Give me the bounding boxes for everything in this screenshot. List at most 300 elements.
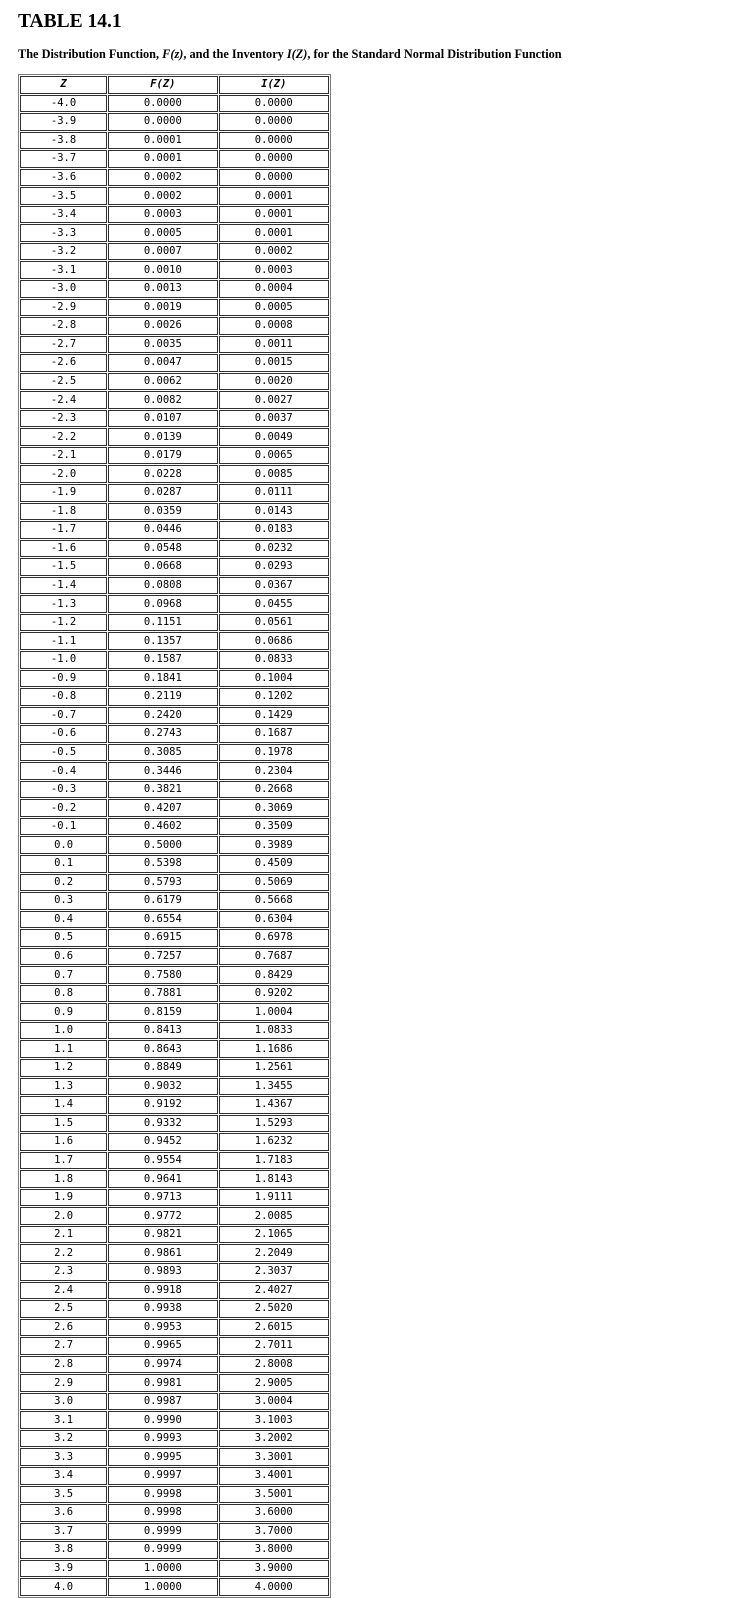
i-z-cell: 0.0000 bbox=[219, 132, 329, 150]
table-row bbox=[20, 410, 329, 428]
i-z-cell: 1.0833 bbox=[219, 1022, 329, 1040]
table-row bbox=[20, 317, 329, 335]
i-z-cell: 0.9202 bbox=[219, 985, 329, 1003]
i-z-cell: 1.2561 bbox=[219, 1059, 329, 1077]
distribution-table bbox=[18, 74, 331, 1598]
table-row bbox=[20, 762, 329, 780]
table-row bbox=[20, 1189, 329, 1207]
table-row bbox=[20, 1541, 329, 1559]
table-row bbox=[20, 503, 329, 521]
z-cell: 1.8 bbox=[20, 1170, 107, 1188]
f-z-cell: 0.9772 bbox=[108, 1207, 217, 1225]
f-z-cell: 0.9918 bbox=[108, 1282, 217, 1300]
z-cell: -0.1 bbox=[20, 818, 107, 836]
table-row bbox=[20, 447, 329, 465]
i-z-cell: 1.6232 bbox=[219, 1133, 329, 1151]
z-cell: -0.5 bbox=[20, 744, 107, 762]
f-z-cell: 0.9999 bbox=[108, 1523, 217, 1541]
f-z-cell: 1.0000 bbox=[108, 1560, 217, 1578]
f-z-cell: 0.2420 bbox=[108, 707, 217, 725]
i-z-cell: 3.4001 bbox=[219, 1467, 329, 1485]
i-z-cell: 3.9000 bbox=[219, 1560, 329, 1578]
f-z-cell: 0.9953 bbox=[108, 1319, 217, 1337]
header-f-z: F(Z) bbox=[108, 76, 217, 94]
i-z-cell: 0.2304 bbox=[219, 762, 329, 780]
table-row bbox=[20, 1078, 329, 1096]
f-z-cell: 0.9938 bbox=[108, 1300, 217, 1318]
f-z-cell: 0.2743 bbox=[108, 725, 217, 743]
z-cell: 2.8 bbox=[20, 1356, 107, 1374]
i-z-cell: 4.0000 bbox=[219, 1578, 329, 1596]
z-cell: -1.8 bbox=[20, 503, 107, 521]
f-z-cell: 0.9821 bbox=[108, 1226, 217, 1244]
i-z-cell: 2.9005 bbox=[219, 1374, 329, 1392]
z-cell: 2.5 bbox=[20, 1300, 107, 1318]
i-z-cell: 0.5668 bbox=[219, 892, 329, 910]
f-z-cell: 0.0035 bbox=[108, 336, 217, 354]
z-cell: -3.1 bbox=[20, 261, 107, 279]
i-z-cell: 0.0085 bbox=[219, 465, 329, 483]
f-z-cell: 0.3085 bbox=[108, 744, 217, 762]
i-z-cell: 0.0049 bbox=[219, 428, 329, 446]
i-z-cell: 0.0000 bbox=[219, 169, 329, 187]
f-z-cell: 0.9981 bbox=[108, 1374, 217, 1392]
z-cell: -1.5 bbox=[20, 558, 107, 576]
table-row bbox=[20, 132, 329, 150]
table-row bbox=[20, 1430, 329, 1448]
f-z-cell: 0.9995 bbox=[108, 1448, 217, 1466]
f-z-cell: 0.4207 bbox=[108, 799, 217, 817]
f-z-cell: 0.9713 bbox=[108, 1189, 217, 1207]
f-z-cell: 0.0003 bbox=[108, 206, 217, 224]
f-z-cell: 1.0000 bbox=[108, 1578, 217, 1596]
z-cell: -3.6 bbox=[20, 169, 107, 187]
z-cell: 0.7 bbox=[20, 966, 107, 984]
z-cell: 1.4 bbox=[20, 1096, 107, 1114]
i-z-cell: 0.2668 bbox=[219, 781, 329, 799]
table-row bbox=[20, 1374, 329, 1392]
z-cell: 1.5 bbox=[20, 1115, 107, 1133]
table-row bbox=[20, 1319, 329, 1337]
i-z-cell: 3.8000 bbox=[219, 1541, 329, 1559]
f-z-cell: 0.0001 bbox=[108, 132, 217, 150]
z-cell: -3.3 bbox=[20, 224, 107, 242]
i-z-cell: 0.0003 bbox=[219, 261, 329, 279]
f-z-cell: 0.9554 bbox=[108, 1152, 217, 1170]
i-z-cell: 0.0020 bbox=[219, 373, 329, 391]
z-cell: 1.0 bbox=[20, 1022, 107, 1040]
table-row bbox=[20, 1207, 329, 1225]
i-z-cell: 0.0232 bbox=[219, 540, 329, 558]
table-row bbox=[20, 614, 329, 632]
i-z-cell: 0.0455 bbox=[219, 595, 329, 613]
i-z-cell: 1.4367 bbox=[219, 1096, 329, 1114]
f-z-cell: 0.0010 bbox=[108, 261, 217, 279]
z-cell: 3.6 bbox=[20, 1504, 107, 1522]
table-row bbox=[20, 521, 329, 539]
i-z-cell: 1.7183 bbox=[219, 1152, 329, 1170]
i-z-cell: 3.6000 bbox=[219, 1504, 329, 1522]
table-row bbox=[20, 1263, 329, 1281]
table-row bbox=[20, 1003, 329, 1021]
z-cell: -1.3 bbox=[20, 595, 107, 613]
table-row bbox=[20, 1504, 329, 1522]
f-z-cell: 0.0548 bbox=[108, 540, 217, 558]
f-z-cell: 0.9332 bbox=[108, 1115, 217, 1133]
table-caption bbox=[18, 45, 562, 63]
z-cell: -2.5 bbox=[20, 373, 107, 391]
i-z-cell: 0.0002 bbox=[219, 243, 329, 261]
z-cell: -3.9 bbox=[20, 113, 107, 131]
z-cell: 3.7 bbox=[20, 1523, 107, 1541]
f-z-cell: 0.9965 bbox=[108, 1337, 217, 1355]
z-cell: 2.1 bbox=[20, 1226, 107, 1244]
z-cell: -3.7 bbox=[20, 150, 107, 168]
z-cell: 0.4 bbox=[20, 911, 107, 929]
z-cell: 4.0 bbox=[20, 1578, 107, 1596]
caption-text-end: , for the Standard Normal Distribution Function bbox=[307, 47, 562, 61]
header-row bbox=[20, 76, 329, 94]
table-row bbox=[20, 1578, 329, 1596]
f-z-cell: 0.1841 bbox=[108, 670, 217, 688]
f-z-cell: 0.0107 bbox=[108, 410, 217, 428]
f-z-cell: 0.9993 bbox=[108, 1430, 217, 1448]
z-cell: -2.3 bbox=[20, 410, 107, 428]
i-z-cell: 0.1429 bbox=[219, 707, 329, 725]
table-row bbox=[20, 1226, 329, 1244]
table-row bbox=[20, 169, 329, 187]
f-z-cell: 0.6915 bbox=[108, 929, 217, 947]
f-z-cell: 0.9997 bbox=[108, 1467, 217, 1485]
i-z-cell: 3.3001 bbox=[219, 1448, 329, 1466]
table-row bbox=[20, 744, 329, 762]
z-cell: -3.2 bbox=[20, 243, 107, 261]
f-z-cell: 0.9452 bbox=[108, 1133, 217, 1151]
table-row bbox=[20, 1393, 329, 1411]
i-z-cell: 0.1202 bbox=[219, 688, 329, 706]
z-cell: 2.7 bbox=[20, 1337, 107, 1355]
f-z-cell: 0.9192 bbox=[108, 1096, 217, 1114]
f-z-cell: 0.5398 bbox=[108, 855, 217, 873]
z-cell: -1.4 bbox=[20, 577, 107, 595]
i-z-cell: 0.0561 bbox=[219, 614, 329, 632]
caption-text-start: The Distribution Function, bbox=[18, 47, 163, 61]
z-cell: 1.2 bbox=[20, 1059, 107, 1077]
f-z-cell: 0.0005 bbox=[108, 224, 217, 242]
z-cell: 3.0 bbox=[20, 1393, 107, 1411]
f-z-cell: 0.0287 bbox=[108, 484, 217, 502]
z-cell: 2.0 bbox=[20, 1207, 107, 1225]
z-cell: -0.9 bbox=[20, 670, 107, 688]
f-z-cell: 0.9861 bbox=[108, 1244, 217, 1262]
i-z-cell: 3.7000 bbox=[219, 1523, 329, 1541]
f-z-cell: 0.0047 bbox=[108, 354, 217, 372]
i-z-cell: 0.1978 bbox=[219, 744, 329, 762]
f-z-cell: 0.9990 bbox=[108, 1411, 217, 1429]
z-cell: 3.5 bbox=[20, 1486, 107, 1504]
i-z-cell: 0.3069 bbox=[219, 799, 329, 817]
i-z-cell: 0.0143 bbox=[219, 503, 329, 521]
i-z-cell: 1.1686 bbox=[219, 1040, 329, 1058]
table-row bbox=[20, 1411, 329, 1429]
z-cell: -2.1 bbox=[20, 447, 107, 465]
table-row bbox=[20, 781, 329, 799]
i-z-cell: 3.0004 bbox=[219, 1393, 329, 1411]
i-z-cell: 0.0005 bbox=[219, 299, 329, 317]
table-row bbox=[20, 725, 329, 743]
table-row bbox=[20, 1244, 329, 1262]
table-row bbox=[20, 558, 329, 576]
z-cell: -0.4 bbox=[20, 762, 107, 780]
i-z-cell: 0.0037 bbox=[219, 410, 329, 428]
i-z-cell: 0.4509 bbox=[219, 855, 329, 873]
table-row bbox=[20, 836, 329, 854]
header-z: Z bbox=[20, 76, 107, 94]
table-row bbox=[20, 985, 329, 1003]
i-z-cell: 3.5001 bbox=[219, 1486, 329, 1504]
table-row bbox=[20, 1300, 329, 1318]
z-cell: 0.8 bbox=[20, 985, 107, 1003]
table-row bbox=[20, 95, 329, 113]
f-z-cell: 0.0082 bbox=[108, 391, 217, 409]
z-cell: 3.1 bbox=[20, 1411, 107, 1429]
table-row bbox=[20, 818, 329, 836]
i-z-cell: 0.6304 bbox=[219, 911, 329, 929]
f-z-cell: 0.6179 bbox=[108, 892, 217, 910]
z-cell: -0.8 bbox=[20, 688, 107, 706]
f-z-cell: 0.3446 bbox=[108, 762, 217, 780]
f-z-cell: 0.7881 bbox=[108, 985, 217, 1003]
z-cell: -1.6 bbox=[20, 540, 107, 558]
f-z-cell: 0.9999 bbox=[108, 1541, 217, 1559]
z-cell: 0.2 bbox=[20, 874, 107, 892]
f-z-cell: 0.5000 bbox=[108, 836, 217, 854]
f-z-cell: 0.0139 bbox=[108, 428, 217, 446]
table-row bbox=[20, 391, 329, 409]
z-cell: -3.4 bbox=[20, 206, 107, 224]
table-row bbox=[20, 1133, 329, 1151]
f-z-cell: 0.8643 bbox=[108, 1040, 217, 1058]
i-z-cell: 2.6015 bbox=[219, 1319, 329, 1337]
i-z-cell: 0.1004 bbox=[219, 670, 329, 688]
i-z-cell: 0.0015 bbox=[219, 354, 329, 372]
z-cell: -1.9 bbox=[20, 484, 107, 502]
f-z-cell: 0.0019 bbox=[108, 299, 217, 317]
f-z-cell: 0.0001 bbox=[108, 150, 217, 168]
z-cell: -0.2 bbox=[20, 799, 107, 817]
i-z-cell: 0.1687 bbox=[219, 725, 329, 743]
i-z-cell: 0.0000 bbox=[219, 95, 329, 113]
f-z-cell: 0.8849 bbox=[108, 1059, 217, 1077]
f-z-cell: 0.9987 bbox=[108, 1393, 217, 1411]
table-row bbox=[20, 243, 329, 261]
i-z-cell: 0.0065 bbox=[219, 447, 329, 465]
caption-f-symbol: F(z) bbox=[162, 47, 184, 61]
i-z-cell: 2.0085 bbox=[219, 1207, 329, 1225]
table-row bbox=[20, 1022, 329, 1040]
f-z-cell: 0.7257 bbox=[108, 948, 217, 966]
f-z-cell: 0.1587 bbox=[108, 651, 217, 669]
i-z-cell: 0.0001 bbox=[219, 187, 329, 205]
i-z-cell: 2.4027 bbox=[219, 1282, 329, 1300]
f-z-cell: 0.9974 bbox=[108, 1356, 217, 1374]
z-cell: -2.4 bbox=[20, 391, 107, 409]
i-z-cell: 0.0000 bbox=[219, 150, 329, 168]
i-z-cell: 0.0293 bbox=[219, 558, 329, 576]
z-cell: 3.2 bbox=[20, 1430, 107, 1448]
table-row bbox=[20, 224, 329, 242]
z-cell: 3.9 bbox=[20, 1560, 107, 1578]
i-z-cell: 0.0004 bbox=[219, 280, 329, 298]
table-row bbox=[20, 1467, 329, 1485]
z-cell: 2.6 bbox=[20, 1319, 107, 1337]
i-z-cell: 0.3509 bbox=[219, 818, 329, 836]
i-z-cell: 2.5020 bbox=[219, 1300, 329, 1318]
z-cell: 0.1 bbox=[20, 855, 107, 873]
z-cell: -2.6 bbox=[20, 354, 107, 372]
f-z-cell: 0.0002 bbox=[108, 187, 217, 205]
z-cell: -4.0 bbox=[20, 95, 107, 113]
table-row bbox=[20, 336, 329, 354]
table-row bbox=[20, 874, 329, 892]
table-row bbox=[20, 1059, 329, 1077]
i-z-cell: 2.3037 bbox=[219, 1263, 329, 1281]
table-row bbox=[20, 540, 329, 558]
i-z-cell: 0.0008 bbox=[219, 317, 329, 335]
z-cell: -1.0 bbox=[20, 651, 107, 669]
z-cell: -3.8 bbox=[20, 132, 107, 150]
table-row bbox=[20, 373, 329, 391]
i-z-cell: 0.0001 bbox=[219, 224, 329, 242]
table-row bbox=[20, 465, 329, 483]
table-row bbox=[20, 150, 329, 168]
table-row bbox=[20, 1282, 329, 1300]
f-z-cell: 0.0228 bbox=[108, 465, 217, 483]
i-z-cell: 3.1003 bbox=[219, 1411, 329, 1429]
table-row bbox=[20, 113, 329, 131]
f-z-cell: 0.9893 bbox=[108, 1263, 217, 1281]
caption-i-symbol: I(Z) bbox=[286, 47, 308, 61]
table-row bbox=[20, 1560, 329, 1578]
table-row bbox=[20, 670, 329, 688]
f-z-cell: 0.6554 bbox=[108, 911, 217, 929]
f-z-cell: 0.1151 bbox=[108, 614, 217, 632]
z-cell: 2.3 bbox=[20, 1263, 107, 1281]
f-z-cell: 0.3821 bbox=[108, 781, 217, 799]
z-cell: 0.0 bbox=[20, 836, 107, 854]
f-z-cell: 0.0026 bbox=[108, 317, 217, 335]
z-cell: 3.8 bbox=[20, 1541, 107, 1559]
table-row bbox=[20, 595, 329, 613]
z-cell: 0.5 bbox=[20, 929, 107, 947]
z-cell: 0.6 bbox=[20, 948, 107, 966]
table-row bbox=[20, 280, 329, 298]
table-header bbox=[20, 76, 329, 94]
f-z-cell: 0.0002 bbox=[108, 169, 217, 187]
i-z-cell: 2.1065 bbox=[219, 1226, 329, 1244]
z-cell: 3.3 bbox=[20, 1448, 107, 1466]
z-cell: -2.2 bbox=[20, 428, 107, 446]
f-z-cell: 0.2119 bbox=[108, 688, 217, 706]
f-z-cell: 0.0000 bbox=[108, 95, 217, 113]
i-z-cell: 1.0004 bbox=[219, 1003, 329, 1021]
f-z-cell: 0.0668 bbox=[108, 558, 217, 576]
i-z-cell: 0.0027 bbox=[219, 391, 329, 409]
f-z-cell: 0.9998 bbox=[108, 1504, 217, 1522]
i-z-cell: 0.0686 bbox=[219, 632, 329, 650]
table-title: TABLE 14.1 bbox=[18, 11, 122, 32]
f-z-cell: 0.0007 bbox=[108, 243, 217, 261]
i-z-cell: 0.5069 bbox=[219, 874, 329, 892]
table-row bbox=[20, 966, 329, 984]
table-row bbox=[20, 1170, 329, 1188]
table-row bbox=[20, 187, 329, 205]
table-body bbox=[20, 95, 329, 1596]
i-z-cell: 2.7011 bbox=[219, 1337, 329, 1355]
table-row bbox=[20, 948, 329, 966]
i-z-cell: 0.0001 bbox=[219, 206, 329, 224]
f-z-cell: 0.0968 bbox=[108, 595, 217, 613]
table-row bbox=[20, 428, 329, 446]
z-cell: 0.3 bbox=[20, 892, 107, 910]
table-row bbox=[20, 1115, 329, 1133]
z-cell: -1.1 bbox=[20, 632, 107, 650]
f-z-cell: 0.8159 bbox=[108, 1003, 217, 1021]
table-row bbox=[20, 1448, 329, 1466]
z-cell: 2.4 bbox=[20, 1282, 107, 1300]
table-row bbox=[20, 688, 329, 706]
i-z-cell: 0.7687 bbox=[219, 948, 329, 966]
i-z-cell: 0.6978 bbox=[219, 929, 329, 947]
f-z-cell: 0.7580 bbox=[108, 966, 217, 984]
z-cell: -2.7 bbox=[20, 336, 107, 354]
f-z-cell: 0.9998 bbox=[108, 1486, 217, 1504]
i-z-cell: 1.9111 bbox=[219, 1189, 329, 1207]
z-cell: -1.2 bbox=[20, 614, 107, 632]
i-z-cell: 2.2049 bbox=[219, 1244, 329, 1262]
table-row bbox=[20, 1152, 329, 1170]
table-row bbox=[20, 929, 329, 947]
z-cell: 1.9 bbox=[20, 1189, 107, 1207]
z-cell: -0.3 bbox=[20, 781, 107, 799]
i-z-cell: 0.3989 bbox=[219, 836, 329, 854]
i-z-cell: 3.2002 bbox=[219, 1430, 329, 1448]
table-row bbox=[20, 855, 329, 873]
table-row bbox=[20, 577, 329, 595]
f-z-cell: 0.0446 bbox=[108, 521, 217, 539]
f-z-cell: 0.0062 bbox=[108, 373, 217, 391]
table-row bbox=[20, 1523, 329, 1541]
table-row bbox=[20, 799, 329, 817]
f-z-cell: 0.5793 bbox=[108, 874, 217, 892]
f-z-cell: 0.9641 bbox=[108, 1170, 217, 1188]
f-z-cell: 0.0000 bbox=[108, 113, 217, 131]
f-z-cell: 0.9032 bbox=[108, 1078, 217, 1096]
table-row bbox=[20, 206, 329, 224]
z-cell: -0.6 bbox=[20, 725, 107, 743]
i-z-cell: 0.0011 bbox=[219, 336, 329, 354]
f-z-cell: 0.0808 bbox=[108, 577, 217, 595]
table-row bbox=[20, 299, 329, 317]
caption-text-middle: , and the Inventory bbox=[183, 47, 287, 61]
i-z-cell: 0.0833 bbox=[219, 651, 329, 669]
i-z-cell: 1.5293 bbox=[219, 1115, 329, 1133]
table-row bbox=[20, 261, 329, 279]
f-z-cell: 0.4602 bbox=[108, 818, 217, 836]
z-cell: 2.2 bbox=[20, 1244, 107, 1262]
i-z-cell: 1.3455 bbox=[219, 1078, 329, 1096]
z-cell: -2.8 bbox=[20, 317, 107, 335]
